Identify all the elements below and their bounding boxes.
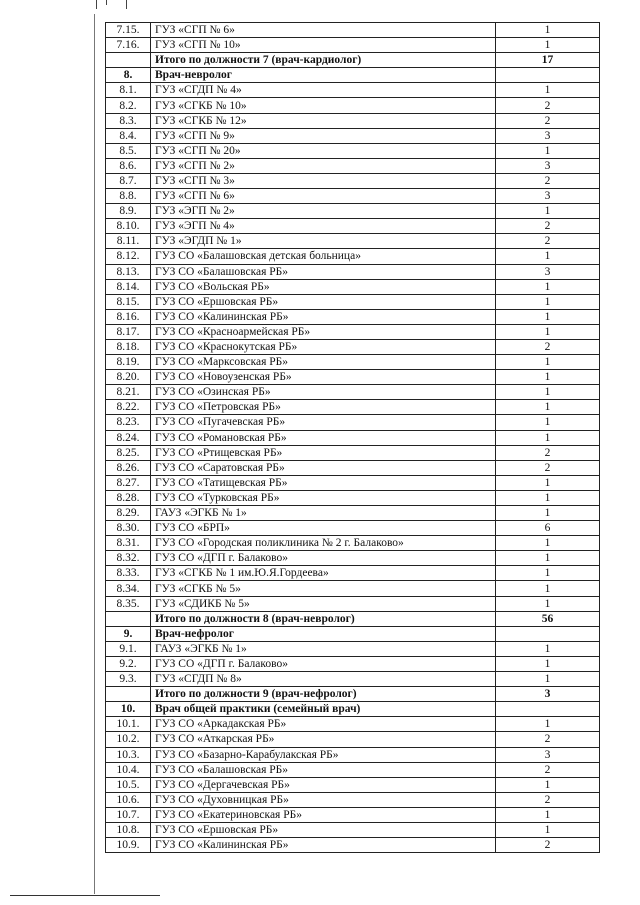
row-number: 7.15. bbox=[106, 23, 151, 38]
table-row bbox=[106, 717, 600, 732]
vacancy-count: 2 bbox=[496, 460, 600, 475]
vacancy-count: 1 bbox=[496, 551, 600, 566]
row-number: 10.8. bbox=[106, 822, 151, 837]
table-row bbox=[106, 747, 600, 762]
row-number: 10.3. bbox=[106, 747, 151, 762]
institution-name: ГУЗ СО «Татищевская РБ» bbox=[151, 475, 496, 490]
vacancy-count: 1 bbox=[496, 822, 600, 837]
institution-name: ГУЗ СО «Балашовская РБ» bbox=[151, 762, 496, 777]
institution-name: Итого по должности 7 (врач-кардиолог) bbox=[151, 53, 496, 68]
vacancy-count: 3 bbox=[496, 687, 600, 702]
institution-name: ГУЗ СО «ДГП г. Балаково» bbox=[151, 656, 496, 671]
vacancy-count: 3 bbox=[496, 158, 600, 173]
table-row bbox=[106, 596, 600, 611]
row-number: 8.19. bbox=[106, 355, 151, 370]
institution-name: Итого по должности 9 (врач-нефролог) bbox=[151, 687, 496, 702]
vacancy-count: 1 bbox=[496, 566, 600, 581]
vacancy-count: 2 bbox=[496, 234, 600, 249]
vacancy-count: 2 bbox=[496, 838, 600, 853]
vacancy-count: 1 bbox=[496, 536, 600, 551]
table-row bbox=[106, 189, 600, 204]
institution-name: ГУЗ СО «Духовницкая РБ» bbox=[151, 792, 496, 807]
table-row bbox=[106, 415, 600, 430]
institution-name: ГУЗ СО «Вольская РБ» bbox=[151, 279, 496, 294]
institution-name: Врач-невролог bbox=[151, 68, 496, 83]
vacancy-count: 1 bbox=[496, 355, 600, 370]
row-number: 10.4. bbox=[106, 762, 151, 777]
vacancy-count: 56 bbox=[496, 611, 600, 626]
institution-name: ГУЗ СО «Красноармейская РБ» bbox=[151, 324, 496, 339]
table-row bbox=[106, 355, 600, 370]
row-number: 8.17. bbox=[106, 324, 151, 339]
vacancy-count: 1 bbox=[496, 83, 600, 98]
table-row bbox=[106, 294, 600, 309]
table-row bbox=[106, 234, 600, 249]
institution-name: ГУЗ «СГП № 6» bbox=[151, 23, 496, 38]
table-row bbox=[106, 807, 600, 822]
vacancy-count bbox=[496, 626, 600, 641]
institution-name: ГУЗ «СГП № 9» bbox=[151, 128, 496, 143]
table-row bbox=[106, 536, 600, 551]
vacancy-count: 2 bbox=[496, 219, 600, 234]
row-number: 8.5. bbox=[106, 143, 151, 158]
footer-rule bbox=[10, 895, 160, 896]
table-row bbox=[106, 430, 600, 445]
vacancy-count: 2 bbox=[496, 98, 600, 113]
institution-name: ГУЗ «СДИКБ № 5» bbox=[151, 596, 496, 611]
row-number: 8.28. bbox=[106, 490, 151, 505]
row-number: 10.7. bbox=[106, 807, 151, 822]
vacancy-count: 1 bbox=[496, 204, 600, 219]
institution-name: ГУЗ «СГП № 2» bbox=[151, 158, 496, 173]
institution-name: ГУЗ «СГКБ № 12» bbox=[151, 113, 496, 128]
row-number: 8.34. bbox=[106, 581, 151, 596]
table-row bbox=[106, 204, 600, 219]
institution-name: ГУЗ СО «Краснокутская РБ» bbox=[151, 339, 496, 354]
institution-name: ГУЗ СО «Романовская РБ» bbox=[151, 430, 496, 445]
row-number: 8. bbox=[106, 68, 151, 83]
vacancy-count: 1 bbox=[496, 143, 600, 158]
vacancy-count: 1 bbox=[496, 370, 600, 385]
table-row bbox=[106, 475, 600, 490]
institution-name: ГАУЗ «ЭГКБ № 1» bbox=[151, 641, 496, 656]
institution-name: ГУЗ СО «Калининская РБ» bbox=[151, 838, 496, 853]
vacancy-table-body bbox=[106, 23, 600, 853]
vacancy-count: 2 bbox=[496, 445, 600, 460]
vacancy-count: 1 bbox=[496, 581, 600, 596]
vacancy-count: 2 bbox=[496, 732, 600, 747]
row-number bbox=[106, 611, 151, 626]
row-number: 7.16. bbox=[106, 38, 151, 53]
vacancy-count: 1 bbox=[496, 672, 600, 687]
institution-name: ГАУЗ «ЭГКБ № 1» bbox=[151, 506, 496, 521]
institution-name: ГУЗ СО «Калининская РБ» bbox=[151, 309, 496, 324]
table-row bbox=[106, 762, 600, 777]
vacancy-count: 1 bbox=[496, 309, 600, 324]
institution-name: ГУЗ «СГП № 10» bbox=[151, 38, 496, 53]
total-row bbox=[106, 687, 600, 702]
table-row bbox=[106, 279, 600, 294]
table-row bbox=[106, 309, 600, 324]
row-number: 8.6. bbox=[106, 158, 151, 173]
institution-name: ГУЗ «СГКБ № 5» bbox=[151, 581, 496, 596]
table-row bbox=[106, 324, 600, 339]
vacancy-count: 17 bbox=[496, 53, 600, 68]
table-row bbox=[106, 822, 600, 837]
table-row bbox=[106, 732, 600, 747]
institution-name: ГУЗ СО «Городская поликлиника № 2 г. Балаково» bbox=[151, 536, 496, 551]
table-row bbox=[106, 370, 600, 385]
institution-name: ГУЗ СО «Марксовская РБ» bbox=[151, 355, 496, 370]
vacancy-count: 2 bbox=[496, 762, 600, 777]
institution-name: ГУЗ СО «Базарно-Карабулакская РБ» bbox=[151, 747, 496, 762]
institution-name: Итого по должности 8 (врач-невролог) bbox=[151, 611, 496, 626]
row-number: 8.30. bbox=[106, 521, 151, 536]
vacancy-count: 6 bbox=[496, 521, 600, 536]
vacancy-count bbox=[496, 68, 600, 83]
table-row bbox=[106, 792, 600, 807]
institution-name: ГУЗ СО «Петровская РБ» bbox=[151, 400, 496, 415]
vacancy-count: 1 bbox=[496, 777, 600, 792]
institution-name: ГУЗ «СГП № 3» bbox=[151, 173, 496, 188]
vacancy-count: 1 bbox=[496, 717, 600, 732]
vacancy-count: 1 bbox=[496, 400, 600, 415]
row-number: 10.5. bbox=[106, 777, 151, 792]
row-number: 8.11. bbox=[106, 234, 151, 249]
vacancy-count: 2 bbox=[496, 113, 600, 128]
scan-marks bbox=[96, 0, 136, 12]
row-number: 8.2. bbox=[106, 98, 151, 113]
table-row bbox=[106, 158, 600, 173]
vacancy-count: 2 bbox=[496, 173, 600, 188]
table-row bbox=[106, 521, 600, 536]
table-row bbox=[106, 460, 600, 475]
vacancy-count: 1 bbox=[496, 385, 600, 400]
institution-name: ГУЗ «ЭГДП № 1» bbox=[151, 234, 496, 249]
row-number: 8.29. bbox=[106, 506, 151, 521]
table-row bbox=[106, 490, 600, 505]
table-row bbox=[106, 445, 600, 460]
row-number: 8.24. bbox=[106, 430, 151, 445]
row-number: 8.26. bbox=[106, 460, 151, 475]
vacancy-count: 1 bbox=[496, 807, 600, 822]
institution-name: ГУЗ СО «Балашовская детская больница» bbox=[151, 249, 496, 264]
institution-name: ГУЗ СО «БРП» bbox=[151, 521, 496, 536]
row-number: 8.16. bbox=[106, 309, 151, 324]
institution-name: Врач общей практики (семейный врач) bbox=[151, 702, 496, 717]
institution-name: ГУЗ СО «Пугачевская РБ» bbox=[151, 415, 496, 430]
row-number: 8.4. bbox=[106, 128, 151, 143]
institution-name: ГУЗ «СГП № 20» bbox=[151, 143, 496, 158]
total-row bbox=[106, 611, 600, 626]
table-row bbox=[106, 566, 600, 581]
institution-name: ГУЗ СО «Балашовская РБ» bbox=[151, 264, 496, 279]
row-number: 10.1. bbox=[106, 717, 151, 732]
vacancy-count: 1 bbox=[496, 430, 600, 445]
row-number: 10.9. bbox=[106, 838, 151, 853]
vacancy-count: 3 bbox=[496, 128, 600, 143]
row-number: 8.8. bbox=[106, 189, 151, 204]
row-number: 8.3. bbox=[106, 113, 151, 128]
vacancy-count: 2 bbox=[496, 792, 600, 807]
institution-name: ГУЗ СО «Новоузенская РБ» bbox=[151, 370, 496, 385]
institution-name: ГУЗ «СГП № 6» bbox=[151, 189, 496, 204]
row-number: 8.32. bbox=[106, 551, 151, 566]
row-number: 8.12. bbox=[106, 249, 151, 264]
row-number: 8.15. bbox=[106, 294, 151, 309]
institution-name: Врач-нефролог bbox=[151, 626, 496, 641]
row-number: 8.1. bbox=[106, 83, 151, 98]
table-row bbox=[106, 219, 600, 234]
vacancy-count: 1 bbox=[496, 656, 600, 671]
institution-name: ГУЗ «СГКБ № 10» bbox=[151, 98, 496, 113]
institution-name: ГУЗ СО «Озинская РБ» bbox=[151, 385, 496, 400]
row-number: 8.22. bbox=[106, 400, 151, 415]
row-number: 8.33. bbox=[106, 566, 151, 581]
table-row bbox=[106, 400, 600, 415]
vacancy-table bbox=[105, 22, 600, 853]
table-row bbox=[106, 641, 600, 656]
vacancy-count: 1 bbox=[496, 249, 600, 264]
row-number bbox=[106, 53, 151, 68]
institution-name: ГУЗ СО «Аркадакская РБ» bbox=[151, 717, 496, 732]
table-row bbox=[106, 777, 600, 792]
institution-name: ГУЗ СО «Саратовская РБ» bbox=[151, 460, 496, 475]
institution-name: ГУЗ СО «Турковская РБ» bbox=[151, 490, 496, 505]
margin-line bbox=[94, 14, 95, 894]
row-number: 8.9. bbox=[106, 204, 151, 219]
row-number: 8.21. bbox=[106, 385, 151, 400]
institution-name: ГУЗ СО «Ершовская РБ» bbox=[151, 294, 496, 309]
total-row bbox=[106, 53, 600, 68]
row-number: 8.25. bbox=[106, 445, 151, 460]
row-number: 8.7. bbox=[106, 173, 151, 188]
table-row bbox=[106, 143, 600, 158]
table-row bbox=[106, 506, 600, 521]
institution-name: ГУЗ СО «Дергачевская РБ» bbox=[151, 777, 496, 792]
table-row bbox=[106, 83, 600, 98]
vacancy-count: 1 bbox=[496, 596, 600, 611]
row-number: 8.14. bbox=[106, 279, 151, 294]
vacancy-count: 1 bbox=[496, 641, 600, 656]
vacancy-count: 1 bbox=[496, 506, 600, 521]
vacancy-count: 1 bbox=[496, 23, 600, 38]
section-header-row bbox=[106, 626, 600, 641]
table-row bbox=[106, 339, 600, 354]
institution-name: ГУЗ «ЭГП № 4» bbox=[151, 219, 496, 234]
row-number: 8.35. bbox=[106, 596, 151, 611]
table-row bbox=[106, 173, 600, 188]
institution-name: ГУЗ «СГДП № 8» bbox=[151, 672, 496, 687]
institution-name: ГУЗ «СГКБ № 1 им.Ю.Я.Гордеева» bbox=[151, 566, 496, 581]
vacancy-count: 1 bbox=[496, 490, 600, 505]
institution-name: ГУЗ «СГДП № 4» bbox=[151, 83, 496, 98]
institution-name: ГУЗ СО «Ершовская РБ» bbox=[151, 822, 496, 837]
table-row bbox=[106, 249, 600, 264]
table-row bbox=[106, 113, 600, 128]
row-number: 9. bbox=[106, 626, 151, 641]
institution-name: ГУЗ СО «Аткарская РБ» bbox=[151, 732, 496, 747]
row-number: 9.2. bbox=[106, 656, 151, 671]
row-number: 8.20. bbox=[106, 370, 151, 385]
row-number: 8.13. bbox=[106, 264, 151, 279]
row-number: 10.6. bbox=[106, 792, 151, 807]
row-number: 9.1. bbox=[106, 641, 151, 656]
table-row bbox=[106, 98, 600, 113]
vacancy-count: 1 bbox=[496, 279, 600, 294]
table-row bbox=[106, 838, 600, 853]
row-number: 8.10. bbox=[106, 219, 151, 234]
vacancy-count: 3 bbox=[496, 747, 600, 762]
table-row bbox=[106, 581, 600, 596]
institution-name: ГУЗ СО «Екатериновская РБ» bbox=[151, 807, 496, 822]
section-header-row bbox=[106, 702, 600, 717]
institution-name: ГУЗ СО «Ртищевская РБ» bbox=[151, 445, 496, 460]
row-number bbox=[106, 687, 151, 702]
section-header-row bbox=[106, 68, 600, 83]
vacancy-count: 3 bbox=[496, 264, 600, 279]
vacancy-count: 1 bbox=[496, 38, 600, 53]
vacancy-count: 3 bbox=[496, 189, 600, 204]
institution-name: ГУЗ СО «ДГП г. Балаково» bbox=[151, 551, 496, 566]
row-number: 10. bbox=[106, 702, 151, 717]
vacancy-count: 1 bbox=[496, 475, 600, 490]
table-row bbox=[106, 551, 600, 566]
row-number: 10.2. bbox=[106, 732, 151, 747]
row-number: 8.27. bbox=[106, 475, 151, 490]
table-row bbox=[106, 385, 600, 400]
vacancy-count bbox=[496, 702, 600, 717]
table-row bbox=[106, 656, 600, 671]
vacancy-count: 2 bbox=[496, 339, 600, 354]
table-row bbox=[106, 23, 600, 38]
table-row bbox=[106, 672, 600, 687]
table-row bbox=[106, 264, 600, 279]
row-number: 8.23. bbox=[106, 415, 151, 430]
vacancy-count: 1 bbox=[496, 294, 600, 309]
institution-name: ГУЗ «ЭГП № 2» bbox=[151, 204, 496, 219]
row-number: 9.3. bbox=[106, 672, 151, 687]
row-number: 8.31. bbox=[106, 536, 151, 551]
vacancy-count: 1 bbox=[496, 324, 600, 339]
vacancy-count: 1 bbox=[496, 415, 600, 430]
table-row bbox=[106, 128, 600, 143]
row-number: 8.18. bbox=[106, 339, 151, 354]
table-row bbox=[106, 38, 600, 53]
